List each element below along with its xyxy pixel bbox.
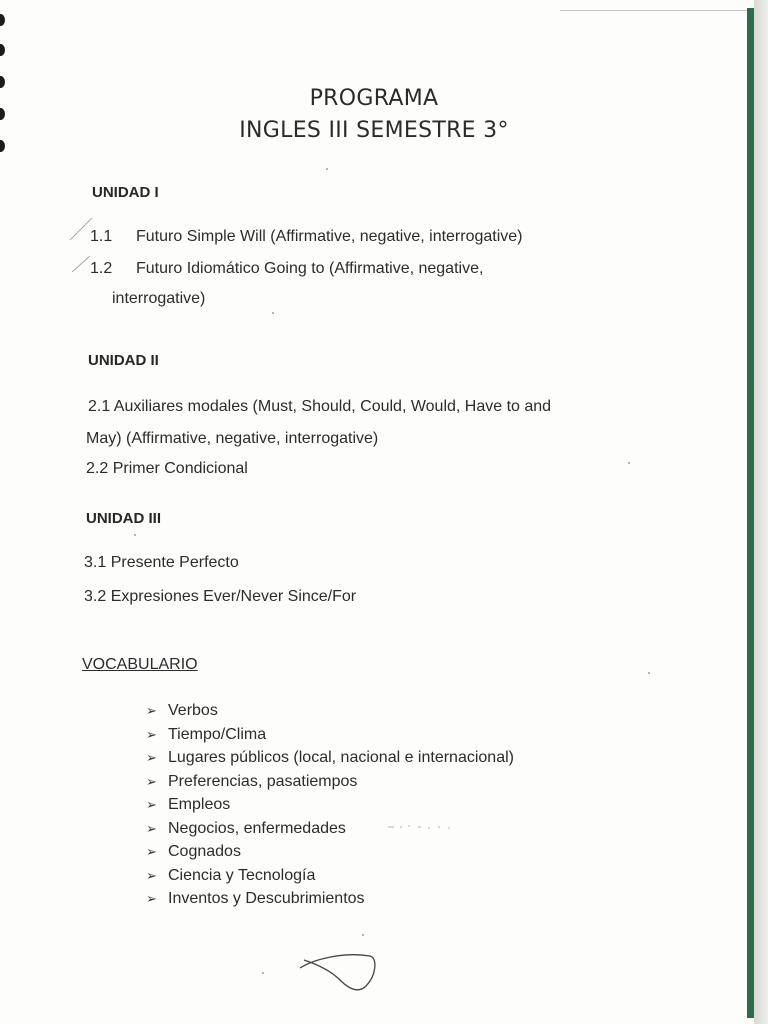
scan-speck [326,168,328,170]
unit-1-item-2 [90,260,483,278]
unit-2-item-2: 2.2 Primer Condicional [86,460,248,477]
binder-hole [0,14,5,26]
arrow-bullet-icon: ➢ [146,891,157,906]
scan-artifact-line [560,10,750,11]
item-number: 1.2 [90,260,113,277]
arrow-bullet-icon: ➢ [146,820,157,836]
pencil-check-marks [66,214,96,284]
vocabulary-item: ➢ Ciencia y Tecnología [146,865,514,889]
unit-3-heading: UNIDAD III [86,510,161,527]
arrow-bullet-icon: ➢ [146,844,157,859]
scan-speck [648,672,650,674]
page-edge-shadow [754,0,768,1024]
vocabulary-item: ➢ Cognados [146,841,514,865]
arrow-bullet-icon: ➢ [146,867,157,883]
unit-1-item-1 [90,228,523,246]
vocabulary-item: ➢ Empleos [146,794,514,818]
vocabulary-item: ➢ Tiempo/Clima [146,724,514,748]
arrow-bullet-icon: ➢ [146,797,157,812]
unit-3-item-1: 3.1 Presente Perfecto [84,554,239,571]
unit-2-item-1-continuation: May) (Affirmative, negative, interrogative) [86,430,379,447]
vocabulary-item: ➢ Inventos y Descubrimientos [146,888,514,912]
unit-3-item-2: 3.2 Expresiones Ever/Never Since/For [84,588,357,605]
vocabulary-item: ➢ Lugares públicos (local, nacional e internacional) [146,747,514,771]
item-text: Futuro Simple Will (Affirmative, negative, interrogative) [136,228,523,245]
vocabulary-item: ➢ Negocios, enfermedades [146,818,514,842]
scan-smudge [388,822,468,832]
page-subtitle: INGLES III SEMESTRE 3° [239,118,509,143]
scan-speck [362,934,364,936]
vocabulary-item: ➢ Verbos [146,700,514,724]
scan-speck [272,312,274,314]
arrow-bullet-icon: ➢ [146,726,157,742]
binder-hole [0,44,5,56]
page-title: PROGRAMA [309,86,439,111]
arrow-bullet-icon: ➢ [146,703,157,718]
vocabulary-heading: VOCABULARIO [82,656,198,673]
vocabulary-item: ➢ Preferencias, pasatiempos [146,771,514,795]
arrow-bullet-icon: ➢ [146,750,157,765]
unit-1-item-2-continuation: interrogative) [112,290,206,307]
unit-2-heading: UNIDAD II [88,352,159,369]
arrow-bullet-icon: ➢ [146,773,157,789]
scan-speck [628,462,630,464]
scan-speck [134,534,136,536]
item-number: 1.1 [90,228,113,245]
signature-scribble [296,946,386,998]
unit-1-heading: UNIDAD I [92,184,159,201]
vocabulary-list [146,700,514,912]
page-edge-green [747,8,754,1018]
scan-speck [262,972,264,974]
unit-2-item-1: 2.1 Auxiliares modales (Must, Should, Could, Would, Have to and [88,398,552,415]
item-text: Futuro Idiomático Going to (Affirmative, negative, [136,260,484,277]
